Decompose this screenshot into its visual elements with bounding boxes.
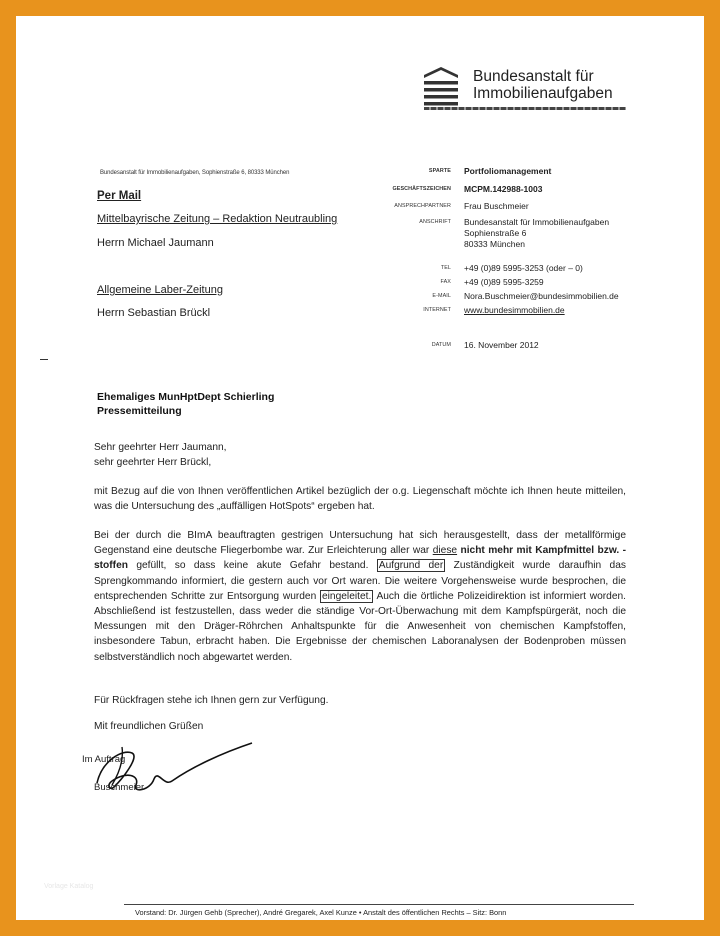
- recipient-org-2: Allgemeine Laber-Zeitung: [97, 284, 223, 296]
- subject-block: [97, 390, 274, 418]
- info-block: [378, 166, 698, 351]
- closing: Mit freundlichen Grüßen: [94, 721, 204, 732]
- recipient-person-2: Herrn Sebastian Brückl: [97, 307, 211, 319]
- letter-page: [16, 16, 704, 920]
- p2-text-3: Zuständigkeit wurde daraufhin das Sprengkommando informiert, die gestern auch vor Ort waren. Die weitere Vorgehensweise wurde besprochen, die entsprechenden Schritte zur Entsorgung wurden: [94, 560, 626, 602]
- bima-logo-icon: [422, 65, 460, 111]
- p2-underlined: diese: [432, 545, 458, 557]
- contact-value: Frau Buschmeier: [464, 201, 529, 211]
- p2-box-2: eingeleitet.: [322, 590, 372, 602]
- paragraph-2: [94, 528, 626, 665]
- subject-line-1: Ehemaliges MunHptDept Schierling: [97, 391, 275, 403]
- subject-line-2: Pressemitteilung: [97, 405, 182, 417]
- delivery-method: Per Mail: [97, 190, 142, 202]
- logo-text: [473, 68, 613, 102]
- p2-text-1: Bei der durch die BImA beauftragten gestrigen Untersuchung hat sich herausgestellt, dass der metallförmige Gegenstand eine deutsche Fliegerbombe war. Zur Erleichterung aller war: [94, 530, 626, 557]
- date-label: DATUM: [431, 342, 451, 348]
- footer-text: Vorstand: Dr. Jürgen Gehb (Sprecher), André Gregarek, Axel Kunze • Anstalt des öffentlichen Rechts – Sitz: Bonn: [135, 908, 507, 917]
- fold-mark: [40, 359, 48, 360]
- salutation-line-2: sehr geehrter Herr Brückl,: [94, 457, 212, 469]
- signature-ia: Im Auftrag: [82, 754, 126, 765]
- sparte-label: SPARTE: [428, 168, 451, 174]
- web-label: INTERNET: [423, 307, 451, 313]
- logo-line-1: Bundesanstalt für: [473, 68, 594, 85]
- web-link[interactable]: www.bundesimmobilien.de: [464, 305, 565, 315]
- sparte-value: Portfoliomanagement: [464, 166, 552, 176]
- recipient-org-1: Mittelbayrische Zeitung – Redaktion Neutraubling: [97, 213, 338, 225]
- address-line-2: Sophienstraße 6: [464, 228, 527, 238]
- salutation-line-1: Sehr geehrter Herr Jaumann,: [94, 442, 227, 453]
- contact-label: ANSPRECHPARTNER: [394, 203, 451, 209]
- watermark-text: Vorlage Katalog: [44, 883, 94, 890]
- address-line-3: 80333 München: [464, 239, 525, 249]
- gz-value: MCPM.142988-1003: [464, 184, 543, 194]
- logo-line-2: Immobilienaufgaben: [473, 85, 613, 102]
- p2-box-1: Aufgrund der: [378, 560, 444, 572]
- footer-divider: [124, 904, 634, 905]
- recipient-person-1: Herrn Michael Jaumann: [97, 237, 214, 249]
- fax-label: FAX: [440, 279, 451, 285]
- date-value: 16. November 2012: [464, 340, 539, 350]
- p2-text-4: Auch die örtliche Polizeidirektion ist informiert worden. Abschließend ist festzustellen, dass weder die ständige Vor-Ort-Überwachung mit dem Kampfspürgerät, noch die Messungen mit den Dräger-Röhrchen Anhaltspunkte für die Anwesenheit von chemischen Kampfstoffen, insbesondere Tabun, erbracht haben. Die Ergebnisse der chemischen Laboranalysen der Bodenproben müssen selbstverständlich noch abgewartet werden.: [94, 590, 626, 663]
- paragraph-1: mit Bezug auf die von Ihnen veröffentlichen Artikel bezüglich der o.g. Liegenschaft möchte ich Ihnen heute mitteilen, was die Untersuchung des „auffälligen HotSpots“ ergeben hat.: [94, 486, 626, 513]
- address-label: ANSCHRIFT: [419, 219, 451, 225]
- signature-name: Buschmeier: [94, 782, 145, 793]
- address-line-1: Bundesanstalt für Immobilienaufgaben: [464, 217, 610, 227]
- p2-bold: nicht mehr mit Kampfmittel bzw. -stoffen: [94, 545, 626, 572]
- paragraph-3: Für Rückfragen stehe ich Ihnen gern zur Verfügung.: [94, 695, 329, 706]
- tel-value: +49 (0)89 5995-3253 (oder – 0): [464, 263, 583, 273]
- email-label: E-MAIL: [432, 293, 451, 299]
- email-value[interactable]: Nora.Buschmeier@bundesimmobilien.de: [464, 291, 619, 301]
- fax-value: +49 (0)89 5995-3259: [464, 277, 544, 287]
- gz-label: GESCHÄFTSZEICHEN: [392, 186, 451, 192]
- salutation: [94, 440, 626, 470]
- p2-text-2: gefüllt, so dass keine akute Gefahr bestand.: [127, 560, 377, 572]
- tel-label: TEL: [440, 265, 451, 271]
- sender-address-line: Bundesanstalt für Immobilienaufgaben, Sophienstraße 6, 80333 München: [100, 170, 290, 176]
- logo-divider: [424, 107, 626, 110]
